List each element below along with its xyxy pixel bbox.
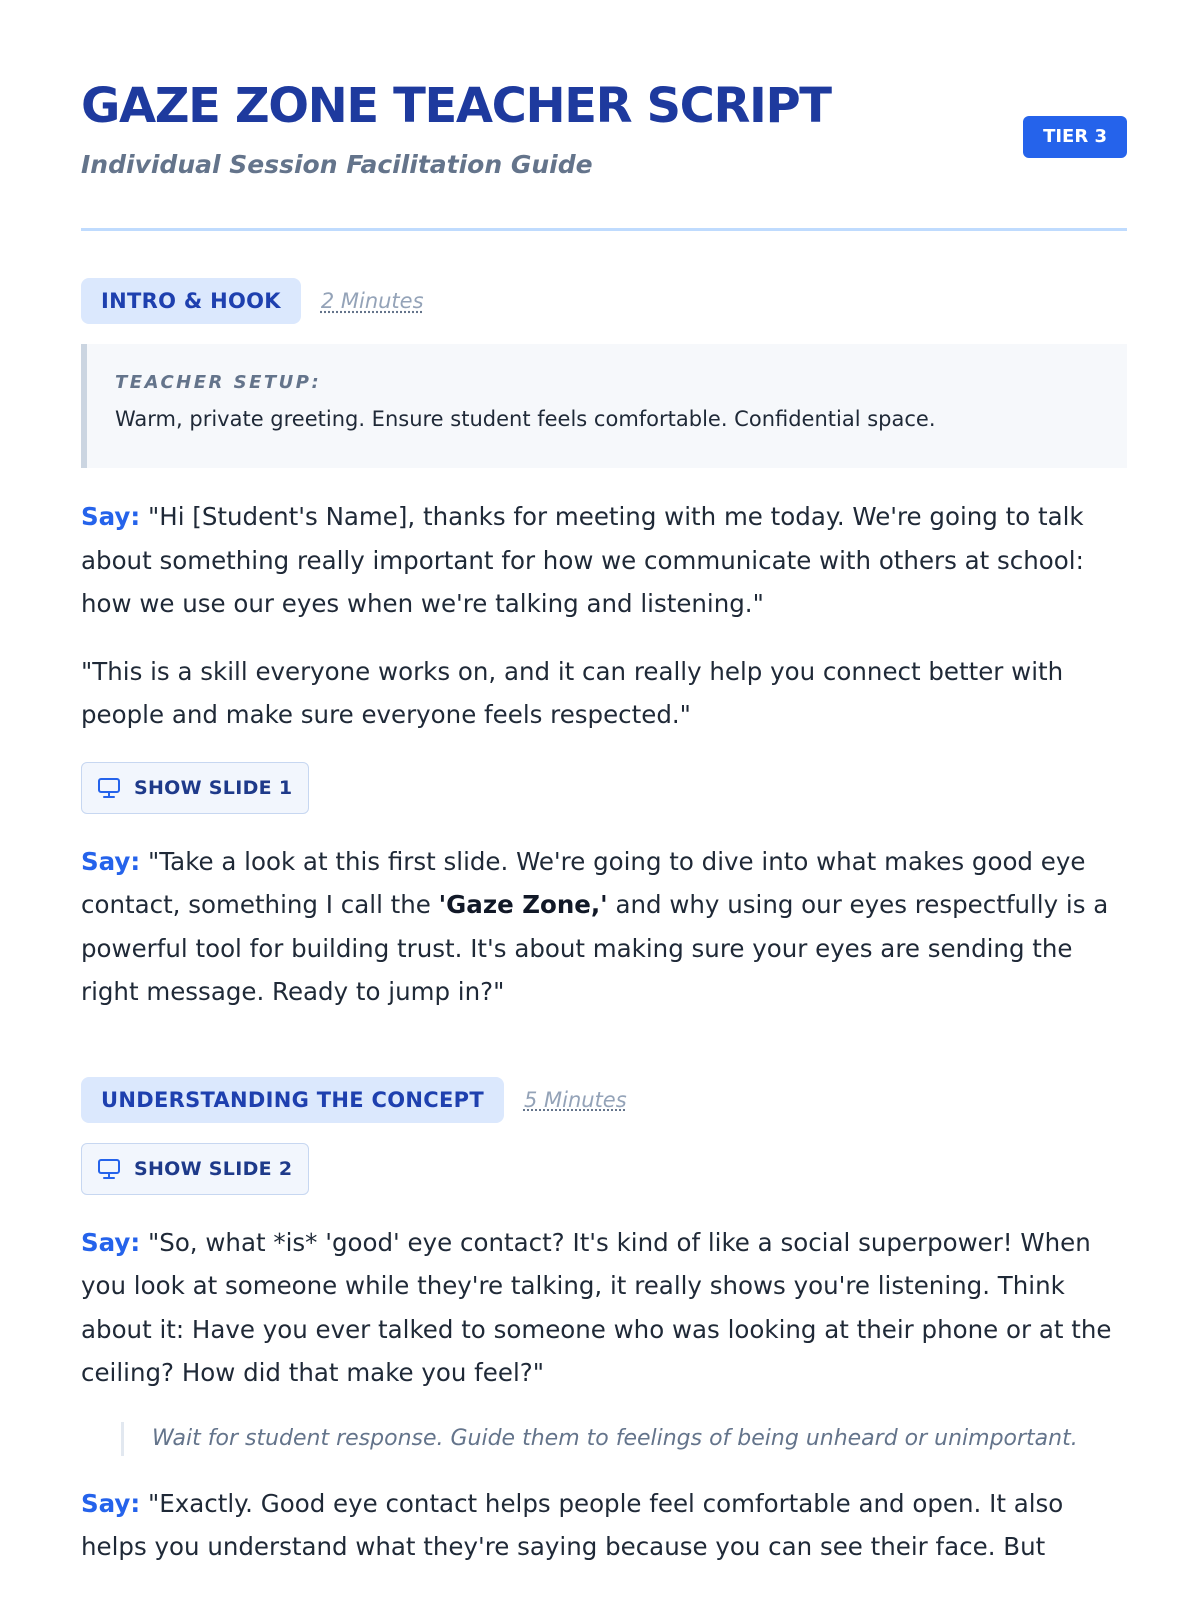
monitor-icon (97, 777, 121, 799)
section-header (81, 278, 1127, 324)
section-understanding-concept (81, 1077, 1127, 1569)
teacher-note: Wait for student response. Guide them to feelings of being unheard or unimportant. (121, 1422, 1127, 1456)
show-slide-label: SHOW SLIDE 2 (134, 1157, 293, 1180)
section-label: UNDERSTANDING THE CONCEPT (81, 1077, 504, 1123)
section-label: INTRO & HOOK (81, 278, 301, 324)
header-divider (81, 228, 1127, 231)
say-text: and why using our eyes respectfully is a powerful tool for building trust. It's about making sure your eyes are sending the right message. Ready to jump in?" (81, 890, 1109, 1006)
say-paragraph (81, 495, 1127, 626)
say-text-emphasis: 'Gaze Zone,' (438, 890, 608, 919)
say-label: Say: (81, 1488, 141, 1518)
show-slide-label: SHOW SLIDE 1 (134, 776, 293, 799)
say-text: "Take a look at this first slide. We're going to dive into what makes good eye contact, something I call the (81, 846, 1086, 919)
section-header (81, 1077, 1127, 1123)
script-page (81, 0, 1127, 1569)
setup-text: Warm, private greeting. Ensure student feels comfortable. Confidential space. (115, 407, 936, 431)
say-label: Say: (81, 846, 141, 876)
say-text: "Hi [Student's Name], thanks for meeting with me today. We're going to talk about something really important for how we communicate with others at school: how we use our eyes when we're talking and listening." (81, 502, 1084, 618)
say-paragraph (81, 1221, 1127, 1395)
show-slide-1-button[interactable] (81, 762, 309, 814)
section-intro-hook (81, 278, 1127, 1014)
say-text: "So, what *is* 'good' eye contact? It's kind of like a social superpower! When you look at someone while they're talking, it really shows you're listening. Think about it: Have you ever talked to someone who was looking at their phone or at the ceiling? How did that make you feel?" (81, 1227, 1112, 1387)
say-paragraph (81, 1482, 1127, 1569)
say-label: Say: (81, 1227, 141, 1257)
say-paragraph (81, 840, 1127, 1014)
slide-button-row (81, 1143, 1127, 1195)
say-label: Say: (81, 502, 141, 531)
say-paragraph (81, 650, 1127, 737)
tier-badge: TIER 3 (1023, 116, 1127, 158)
say-text: "This is a skill everyone works on, and it can really help you connect better with people and make sure everyone feels respected." (81, 656, 1064, 729)
teacher-setup-box (81, 344, 1127, 468)
section-duration: 5 Minutes (523, 1087, 627, 1112)
say-text: "Exactly. Good eye contact helps people feel comfortable and open. It also helps you understand what they're saying because you can see their face. But (81, 1488, 1064, 1561)
show-slide-2-button[interactable] (81, 1143, 309, 1195)
slide-button-row (81, 762, 1127, 814)
monitor-icon (97, 1158, 121, 1180)
setup-label: TEACHER SETUP: (115, 372, 322, 393)
section-duration: 2 Minutes (320, 289, 424, 313)
page-title: GAZE ZONE TEACHER SCRIPT (81, 78, 831, 134)
page-subtitle: Individual Session Facilitation Guide (81, 150, 593, 179)
page-header (81, 0, 1127, 230)
